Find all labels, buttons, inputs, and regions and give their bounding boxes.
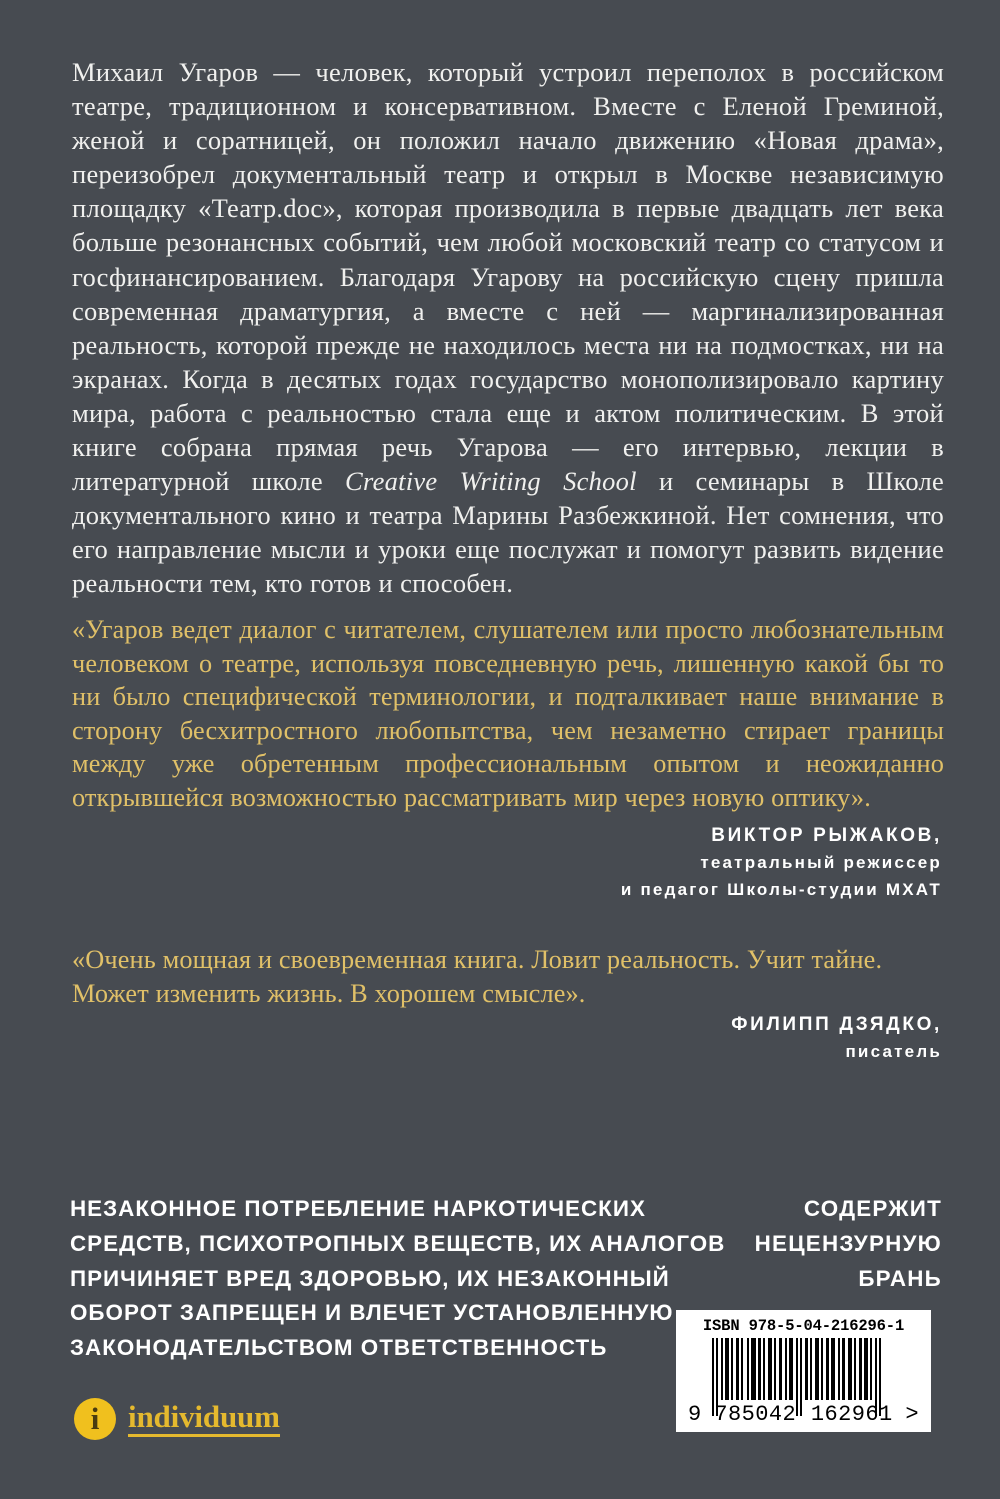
pull-quote-dzyadko: «Очень мощная и своевременная книга. Ловит реальность. Учит тайне. Может изменить жизнь. В хорошем смысле». bbox=[72, 945, 883, 1008]
profanity-notice bbox=[642, 1191, 942, 1296]
attribution-dzyadko bbox=[731, 1012, 942, 1065]
pull-quote-ryzhakov: «Угаров ведет диалог с читателем, слушателем или просто любознательным человеком о театре, используя повседневную речь, лишенную какой бы то ни было специфической терминологии, и подталкивает наше внимание в сторону бесхитростного любопытства, чем незаметно стирает границы между уже обретенным профессиональным опытом и неожиданно открывшейся возможностью рассматривать мир через новую оптику». bbox=[72, 615, 944, 812]
publisher-name: individuum bbox=[128, 1401, 280, 1438]
barcode-bars bbox=[712, 1338, 907, 1400]
blurb-part-1: Михаил Угаров — человек, который устроил переполох в российском театре, традиционном и консервативном. Вместе с Еленой Греминой, женой и соратницей, он положил начало движению «Новая драма», переизобрел документальный театр и открыл в Москве независимую площадку «Театр.doc», которая производила в первые двадцать лет века больше резонансных событий, чем любой московский театр со статусом и госфинансированием. Благодаря Угарову на российскую сцену пришла современная драматургия, а вместе с ней — маргинализированная реальность, которой прежде не находилось места ни на подмостках, ни на экранах. Когда в десятых годах государство монополизировало картину мира, работа с реальностью стала еще и актом политическим. В этой книге собрана прямая речь Угарова — его интервью, лекции в литературной школе bbox=[72, 57, 944, 497]
blurb-italic-school-name: Creative Writing School bbox=[345, 466, 637, 497]
individuum-circle-icon bbox=[74, 1398, 116, 1440]
attribution-name: ФИЛИПП ДЗЯДКО, bbox=[731, 1014, 942, 1035]
isbn-text: ISBN 978-5-04-216296-1 bbox=[702, 1317, 905, 1335]
barcode-graphic bbox=[686, 1338, 921, 1428]
profanity-line-1: СОДЕРЖИТ bbox=[803, 1196, 942, 1221]
attribution-role-line-2: и педагог Школы-студии МХАТ bbox=[620, 880, 942, 899]
logo-letter-i: i bbox=[90, 1400, 100, 1436]
blurb-paragraph bbox=[72, 55, 944, 601]
barcode-digits bbox=[686, 1402, 921, 1427]
legal-line-3: ПРИЧИНЯЕТ ВРЕД ЗДОРОВЬЮ, ИХ НЕЗАКОННЫЙ bbox=[70, 1265, 670, 1291]
attribution-role-line-1: писатель bbox=[845, 1042, 942, 1061]
barcode-digit-first: 9 bbox=[688, 1402, 702, 1427]
attribution-name: ВИКТОР РЫЖАКОВ, bbox=[711, 825, 942, 846]
legal-warning-text bbox=[70, 1192, 726, 1366]
legal-line-4: ОБОРОТ ЗАПРЕЩЕН И ВЛЕЧЕТ УСТАНОВЛЕННУЮ bbox=[70, 1300, 674, 1326]
legal-line-2: СРЕДСТВ, ПСИХОТРОПНЫХ ВЕЩЕСТВ, ИХ АНАЛОГОВ bbox=[70, 1230, 726, 1256]
legal-line-5: ЗАКОНОДАТЕЛЬСТВОМ ОТВЕТСТВЕННОСТЬ bbox=[70, 1335, 608, 1361]
attribution-ryzhakov bbox=[621, 823, 942, 903]
publisher-logo[interactable] bbox=[74, 1398, 280, 1440]
barcode-digit-last: > bbox=[905, 1402, 919, 1427]
isbn-barcode-block bbox=[676, 1310, 931, 1432]
profanity-line-2: НЕЦЕНЗУРНУЮ bbox=[754, 1231, 942, 1256]
legal-line-1: НЕЗАКОННОЕ ПОТРЕБЛЕНИЕ НАРКОТИЧЕСКИХ bbox=[70, 1196, 646, 1221]
attribution-role-line-1: театральный режиссер bbox=[700, 853, 942, 872]
barcode-digits-left: 785042 bbox=[714, 1402, 797, 1427]
profanity-line-3: БРАНЬ bbox=[858, 1266, 942, 1291]
barcode-digits-right: 162961 bbox=[810, 1402, 893, 1427]
blurb-part-2: и семинары в Школе документального кино и театра Марины Разбежкиной. Нет сомнения, что его направление мысли и уроки еще послужат и помогут развить видение реальности тем, кто готов и способен. bbox=[72, 466, 945, 599]
